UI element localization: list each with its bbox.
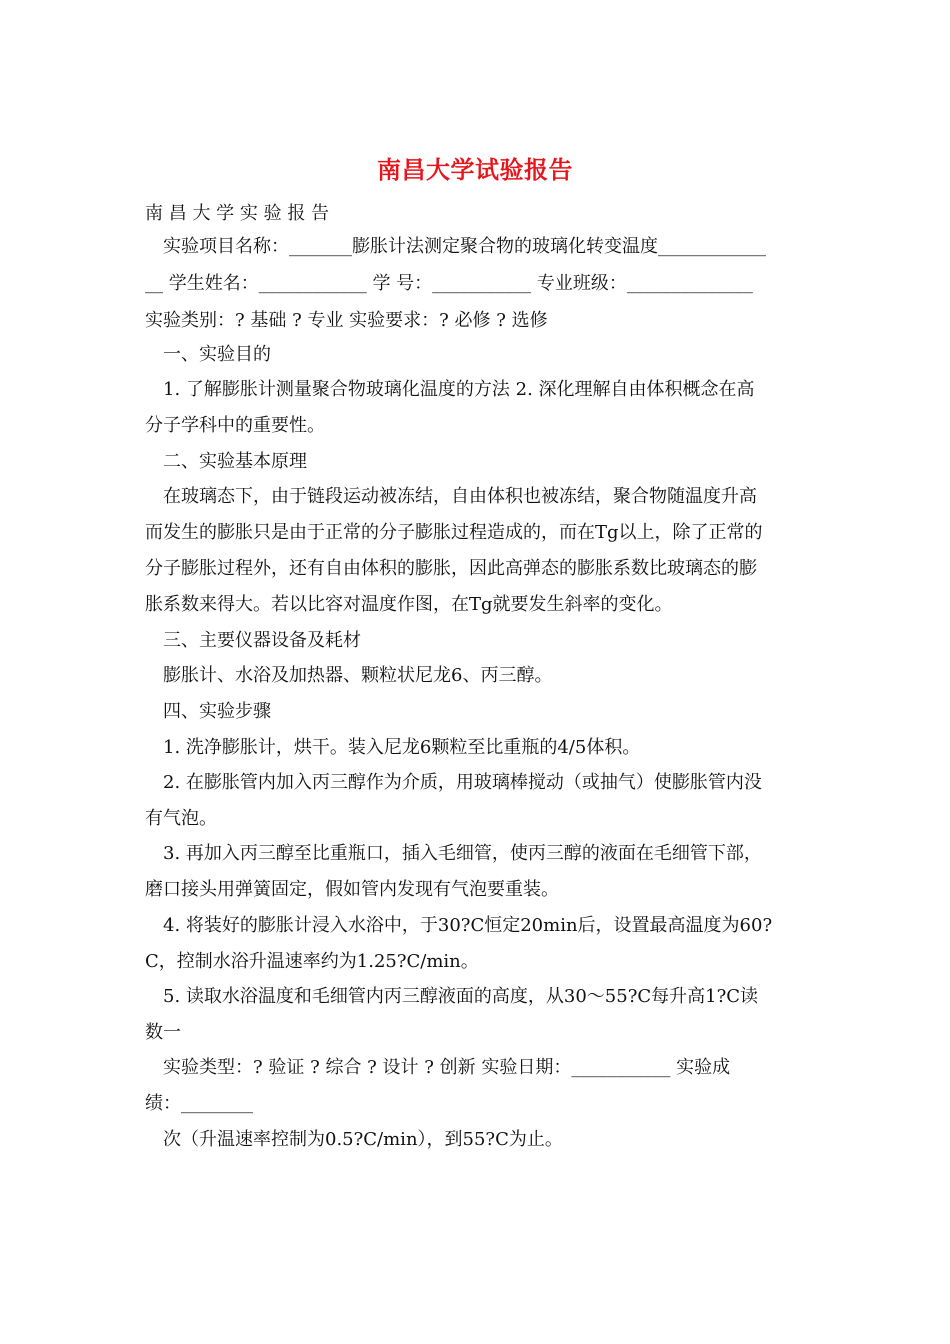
- paragraph-line: 5. 读取水浴温度和毛细管内丙三醇液面的高度，从30～55?C每升高1?C读: [163, 986, 758, 1007]
- paragraph-line: 4. 将装好的膨胀计浸入水浴中，于30?C恒定20min后，设置最高温度为60?: [163, 915, 773, 936]
- section-heading-equipment: 三、主要仪器设备及耗材: [163, 630, 361, 651]
- project-name-line: 实验项目名称：_______膨胀计法测定聚合物的玻璃化转变温度____________: [163, 236, 766, 257]
- paragraph-line: 在玻璃态下，由于链段运动被冻结，自由体积也被冻结，聚合物随温度升高: [163, 486, 757, 507]
- experiment-grade-line: 绩：________: [145, 1093, 253, 1114]
- paragraph-line: 胀系数来得大。若以比容对温度作图，在Tg就要发生斜率的变化。: [145, 594, 673, 615]
- paragraph-line: 而发生的膨胀只是由于正常的分子膨胀过程造成的，而在Tg以上，除了正常的: [145, 522, 763, 543]
- section-heading-purpose: 一、实验目的: [163, 344, 271, 365]
- paragraph-line: 数一: [145, 1022, 181, 1043]
- paragraph-line: 1. 了解膨胀计测量聚合物玻璃化温度的方法 2. 深化理解自由体积概念在高: [163, 379, 755, 400]
- paragraph-line: 分子学科中的重要性。: [145, 415, 325, 436]
- paragraph-line: 次（升温速率控制为0.5?C/min），到55?C为止。: [163, 1129, 563, 1150]
- experiment-type-line: 实验类型：? 验证 ? 综合 ? 设计 ? 创新 实验日期：___________ 实验成: [163, 1057, 731, 1078]
- paragraph-line: 3. 再加入丙三醇至比重瓶口，插入毛细管，使丙三醇的液面在毛细管下部，: [163, 843, 762, 864]
- paragraph-line: 分子膨胀过程外，还有自由体积的膨胀，因此高弹态的膨胀系数比玻璃态的膨: [145, 558, 757, 579]
- paragraph-line: 1. 洗净膨胀计，烘干。装入尼龙6颗粒至比重瓶的4/5体积。: [163, 737, 641, 758]
- section-heading-steps: 四、实验步骤: [163, 701, 271, 722]
- student-info-line: __ 学生姓名：____________ 学 号：___________ 专业班级：______________: [145, 273, 753, 294]
- category-line: 实验类别：? 基础 ? 专业 实验要求：? 必修 ? 选修: [145, 310, 548, 331]
- paragraph-line: 磨口接头用弹簧固定，假如管内发现有气泡要重装。: [145, 879, 559, 900]
- document-title: 南昌大学试验报告: [377, 156, 573, 184]
- paragraph-line: 膨胀计、水浴及加热器、颗粒状尼龙6、丙三醇。: [163, 665, 553, 686]
- paragraph-line: C，控制水浴升温速率约为1.25?C/min。: [145, 951, 479, 972]
- header-line: 南 昌 大 学 实 验 报 告: [145, 203, 330, 224]
- section-heading-principle: 二、实验基本原理: [163, 451, 307, 472]
- paragraph-line: 有气泡。: [145, 808, 217, 829]
- paragraph-line: 2. 在膨胀管内加入丙三醇作为介质，用玻璃棒搅动（或抽气）使膨胀管内没: [163, 772, 762, 793]
